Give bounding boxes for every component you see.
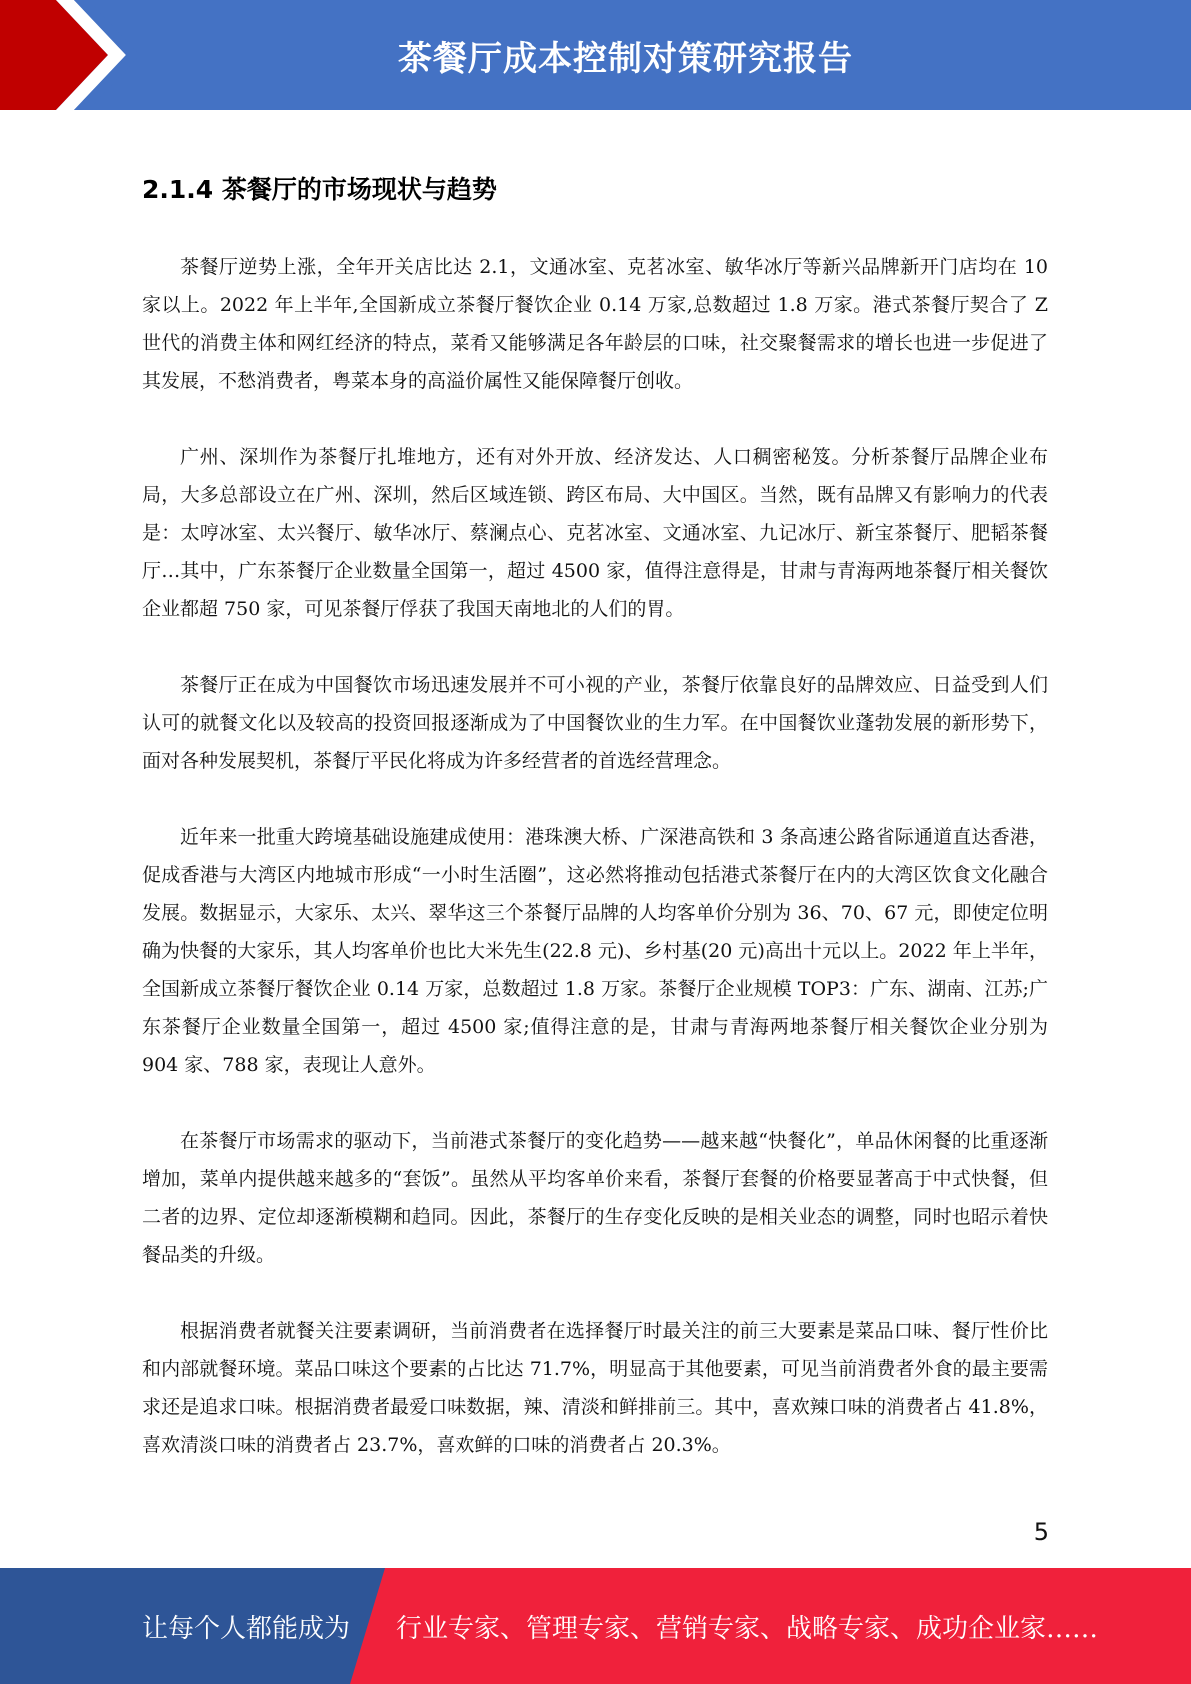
body-text bbox=[142, 248, 1048, 1502]
footer-tagline: 行业专家、管理专家、营销专家、战略专家、成功企业家…… bbox=[396, 1613, 1099, 1644]
paragraph: 茶餐厅正在成为中国餐饮市场迅速发展并不可小视的产业，茶餐厅依靠良好的品牌效应、日益受到人们认可的就餐文化以及较高的投资回报逐渐成为了中国餐饮业的生力军。在中国餐饮业蓬勃发展的新形势下，面对各种发展契机，茶餐厅平民化将成为许多经营者的首选经营理念。 bbox=[142, 674, 1048, 772]
paragraph: 在茶餐厅市场需求的驱动下，当前港式茶餐厅的变化趋势——越来越“快餐化”，单品休闲餐的比重逐渐增加，菜单内提供越来越多的“套饭”。虽然从平均客单价来看，茶餐厅套餐的价格要显著高于中式快餐，但二者的边界、定位却逐渐模糊和趋同。因此，茶餐厅的生存变化反映的是相关业态的调整，同时也昭示着快餐品类的升级。 bbox=[142, 1130, 1048, 1266]
page-footer bbox=[0, 1568, 1191, 1684]
paragraph: 近年来一批重大跨境基础设施建成使用：港珠澳大桥、广深港高铁和 3 条高速公路省际通道直达香港，促成香港与大湾区内地城市形成“一小时生活圈”，这必然将推动包括港式茶餐厅在内的大湾区饮食文化融合发展。数据显示，大家乐、太兴、翠华这三个茶餐厅品牌的人均客单价分别为 36、70、67 元，即使定位明确为快餐的大家乐，其人均客单价也比大米先生(22.8 元)、乡村基(20 元)高出十元以上。2022 年上半年，全国新成立茶餐厅餐饮企业 0.14 万家，总数超过 1.8 万家。茶餐厅企业规模 TOP3：广东、湖南、江苏;广东茶餐厅企业数量全国第一，超过 4500 家;值得注意的是，甘肃与青海两地茶餐厅相关餐饮企业分别为 904 家、788 家，表现让人意外。 bbox=[142, 826, 1048, 1076]
page-header bbox=[0, 0, 1191, 110]
footer-lead-text: 让每个人都能成为 bbox=[142, 1613, 351, 1644]
paragraph: 茶餐厅逆势上涨，全年开关店比达 2.1，文通冰室、克茗冰室、敏华冰厅等新兴品牌新开门店均在 10 家以上。2022 年上半年,全国新成立茶餐厅餐饮企业 0.14 万家,总数超过 1.8 万家。港式茶餐厅契合了 Z 世代的消费主体和网红经济的特点，菜肴又能够满足各年龄层的口味，社交聚餐需求的增长也进一步促进了其发展，不愁消费者，粤菜本身的高溢价属性又能保障餐厅创收。 bbox=[142, 256, 1048, 392]
page-number: 5 bbox=[1033, 1518, 1049, 1546]
paragraph: 根据消费者就餐关注要素调研，当前消费者在选择餐厅时最关注的前三大要素是菜品口味、餐厅性价比和内部就餐环境。菜品口味这个要素的占比达 71.7%，明显高于其他要素，可见当前消费者外食的最主要需求还是追求口味。根据消费者最爱口味数据，辣、清淡和鲜排前三。其中，喜欢辣口味的消费者占 41.8%，喜欢清淡口味的消费者占 23.7%，喜欢鲜的口味的消费者占 20.3%。 bbox=[142, 1320, 1048, 1456]
paragraph: 广州、深圳作为茶餐厅扎堆地方，还有对外开放、经济发达、人口稠密秘笈。分析茶餐厅品牌企业布局，大多总部设立在广州、深圳，然后区域连锁、跨区布局、大中国区。当然，既有品牌又有影响力的代表是：太哼冰室、太兴餐厅、敏华冰厅、蔡澜点心、克茗冰室、文通冰室、九记冰厅、新宝茶餐厅、肥韬茶餐厅…其中，广东茶餐厅企业数量全国第一，超过 4500 家，值得注意得是，甘肃与青海两地茶餐厅相关餐饮企业都超 750 家，可见茶餐厅俘获了我国天南地北的人们的胃。 bbox=[142, 446, 1048, 620]
report-title: 茶餐厅成本控制对策研究报告 bbox=[398, 38, 853, 79]
section-heading: 2.1.4 茶餐厅的市场现状与趋势 bbox=[142, 175, 497, 204]
